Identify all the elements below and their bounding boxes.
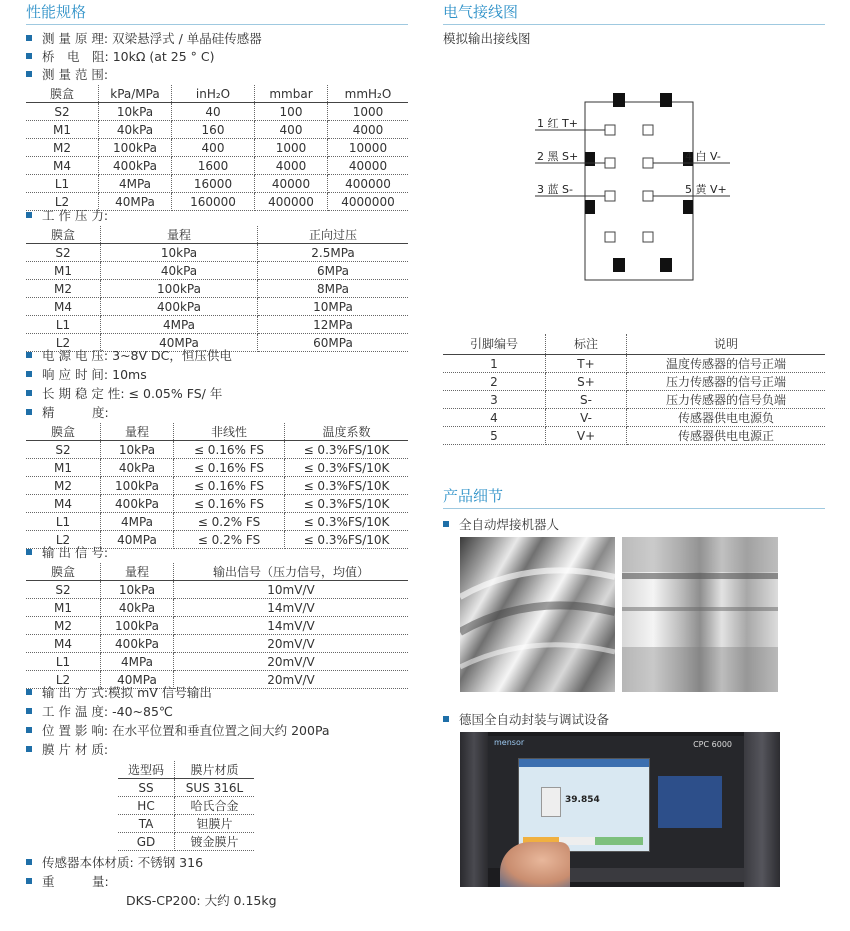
pin-label-4: 4 白 V- — [685, 150, 721, 163]
table-cell: L1 — [26, 653, 101, 671]
table-cell: S2 — [26, 103, 99, 121]
table-cell: L2 — [26, 334, 101, 352]
table-cell: ≤ 0.3%FS/10K — [285, 513, 409, 531]
table-cell: 100kPa — [101, 617, 174, 635]
pin-label-1: 1 红 T+ — [537, 117, 578, 130]
table-cell: M2 — [26, 477, 101, 495]
table-cell: 40kPa — [101, 599, 174, 617]
table-row — [26, 121, 408, 139]
pin-label-2: 2 黑 S+ — [537, 150, 579, 163]
bullet-icon — [26, 371, 32, 377]
bullet-icon — [26, 878, 32, 884]
table-row — [443, 427, 825, 445]
info-panel — [658, 776, 722, 828]
spec-weight-label: 重 量: — [26, 873, 109, 890]
spec-accuracy-label: 精 度: — [26, 404, 109, 421]
table-cell: 160 — [172, 121, 255, 139]
diaphragm-table: 选型码 膜片材质 SS SUS 316L HC 哈氏合金 TA 钽膜片 GD 镀金膜片 — [118, 761, 254, 851]
spec-weight-value: DKS-CP200: 大约 0.15kg — [126, 893, 277, 908]
table-cell: 2 — [443, 373, 546, 391]
table-cell: 400000 — [255, 193, 328, 211]
spec-range-label: 测 量 范 围: — [26, 66, 108, 83]
table-cell: 4000 — [255, 157, 328, 175]
range-table: 膜盒 kPa/MPa inH₂O mmbar mmH₂O S2 10kPa 40 100 1000 M1 40kPa 160 400 4000 M2 100kPa 400 1000 10000 M4 400kPa 1600 4000 40000 L1 4MPa 16000 40000 400000 L2 40MPa 160000 400000 4000000 — [26, 85, 408, 211]
output-table: 膜盒 量程 输出信号（压力信号，均值） S2 10kPa 10mV/V M1 40kPa 14mV/V M2 100kPa 14mV/V M4 400kPa 20mV/V L1 4MPa 20mV/V L2 40MPa 20mV/V — [26, 563, 408, 689]
table-cell: 40kPa — [101, 262, 258, 280]
table-cell: 10kPa — [101, 441, 174, 459]
table-cell: GD — [118, 833, 175, 851]
table-cell: 10mV/V — [174, 581, 409, 599]
table-cell: M2 — [26, 139, 99, 157]
table-cell: M1 — [26, 121, 99, 139]
spec-response: 响 应 时 间: 10ms — [26, 366, 147, 383]
table-row — [26, 316, 408, 334]
table-cell: 100kPa — [101, 477, 174, 495]
table-row — [26, 653, 408, 671]
accuracy-table: 膜盒 量程 非线性 温度系数 S2 10kPa ≤ 0.16% FS ≤ 0.3%FS/10K M1 40kPa ≤ 0.16% FS ≤ 0.3%FS/10K M2 100kPa ≤ 0.16% FS ≤ 0.3%FS/10K M4 400kPa ≤ 0.16% FS ≤ 0.3%FS/10K L1 4MPa ≤ 0.2% FS ≤ 0.3%FS/10K L2 40MPa ≤ 0.2% FS ≤ 0.3%FS/10K — [26, 423, 408, 549]
table-cell: 400000 — [328, 175, 409, 193]
table-row — [118, 815, 254, 833]
table-cell: 4MPa — [101, 316, 258, 334]
table-cell: ≤ 0.2% FS — [174, 531, 285, 549]
table-cell: 1000 — [255, 139, 328, 157]
table-row — [26, 513, 408, 531]
table-cell: 4 — [443, 409, 546, 427]
table-cell: M4 — [26, 298, 101, 316]
bullet-icon — [26, 689, 32, 695]
table-cell: 14mV/V — [174, 599, 409, 617]
table-cell: HC — [118, 797, 175, 815]
table-row — [443, 355, 825, 373]
table-row — [118, 779, 254, 797]
table-row — [26, 441, 408, 459]
table-cell: V- — [546, 409, 627, 427]
wiring-diagram — [440, 60, 740, 350]
pin-label-3: 3 蓝 S- — [537, 183, 573, 196]
table-cell: SS — [118, 779, 175, 797]
table-cell: 40kPa — [99, 121, 172, 139]
bullet-icon — [443, 716, 449, 722]
table-cell: S2 — [26, 441, 101, 459]
welding-photo-1 — [460, 537, 615, 692]
table-cell: ≤ 0.3%FS/10K — [285, 459, 409, 477]
table-cell: 5 — [443, 427, 546, 445]
table-cell: ≤ 0.3%FS/10K — [285, 495, 409, 513]
table-cell: 镀金膜片 — [175, 833, 255, 851]
table-cell: 哈氏合金 — [175, 797, 255, 815]
spec-body: 传感器本体材质: 不锈钢 316 — [26, 854, 203, 871]
metal-highlight-graphic — [622, 537, 778, 692]
table-cell: TA — [118, 815, 175, 833]
table-row — [443, 409, 825, 427]
spec-work-pressure-label: 工 作 压 力: — [26, 207, 108, 224]
bullet-icon — [26, 727, 32, 733]
table-cell: ≤ 0.3%FS/10K — [285, 441, 409, 459]
table-cell: 4MPa — [101, 653, 174, 671]
table-cell: 20mV/V — [174, 671, 409, 689]
table-row — [26, 459, 408, 477]
table-cell: 40MPa — [101, 334, 258, 352]
table-cell: 160000 — [172, 193, 255, 211]
table-cell: L2 — [26, 671, 101, 689]
table-cell: 10kPa — [99, 103, 172, 121]
bullet-icon — [26, 35, 32, 41]
table-row — [26, 495, 408, 513]
bullet-icon — [26, 549, 32, 555]
table-cell: 400 — [255, 121, 328, 139]
table-cell: 100kPa — [99, 139, 172, 157]
table-row — [26, 262, 408, 280]
metal-highlight-graphic — [460, 537, 615, 692]
table-cell: 20mV/V — [174, 653, 409, 671]
table-cell: L1 — [26, 175, 99, 193]
table-cell: L2 — [26, 193, 99, 211]
bullet-icon — [26, 746, 32, 752]
spec-output-mode: 输 出 方 式:模拟 mV 信号输出 — [26, 684, 212, 701]
bullet-icon — [26, 212, 32, 218]
table-cell: 10kPa — [101, 244, 258, 262]
table-cell: M1 — [26, 459, 101, 477]
table-cell: L1 — [26, 316, 101, 334]
bullet-icon — [26, 708, 32, 714]
table-cell: M1 — [26, 599, 101, 617]
table-cell: 14mV/V — [174, 617, 409, 635]
table-cell: S2 — [26, 581, 101, 599]
device-model: CPC 6000 — [693, 740, 732, 749]
table-cell: 压力传感器的信号负端 — [627, 391, 826, 409]
table-cell: L1 — [26, 513, 101, 531]
section-rule — [443, 508, 825, 509]
table-cell: 1000 — [328, 103, 409, 121]
connector-drawing — [440, 60, 740, 350]
table-row — [26, 157, 408, 175]
table-row — [118, 797, 254, 815]
table-cell: 12MPa — [258, 316, 409, 334]
table-cell: 10kPa — [101, 581, 174, 599]
table-cell: 400kPa — [101, 298, 258, 316]
table-cell: ≤ 0.16% FS — [174, 459, 285, 477]
spec-bridge: 桥 电 阻: 10kΩ (at 25 ° C) — [26, 48, 215, 65]
table-cell: ≤ 0.3%FS/10K — [285, 477, 409, 495]
spec-principle: 测 量 原 理: 双梁悬浮式 / 单晶硅传感器 — [26, 30, 262, 47]
spec-power: 电 源 电 压: 3~8V DC，恒压供电 — [26, 347, 232, 364]
table-cell: 40kPa — [101, 459, 174, 477]
device-screen — [518, 758, 650, 852]
table-cell: 400 — [172, 139, 255, 157]
table-row — [26, 139, 408, 157]
table-cell: 40000 — [328, 157, 409, 175]
spec-output-label: 输 出 信 号: — [26, 544, 108, 561]
table-cell: 16000 — [172, 175, 255, 193]
hand-graphic — [500, 842, 570, 887]
section-title-specs: 性能规格 — [26, 3, 87, 21]
table-cell: 60MPa — [258, 334, 409, 352]
bullet-icon — [26, 53, 32, 59]
table-cell: ≤ 0.3%FS/10K — [285, 531, 409, 549]
table-row — [118, 833, 254, 851]
table-cell: ≤ 0.16% FS — [174, 477, 285, 495]
table-cell: SUS 316L — [175, 779, 255, 797]
table-cell: 40MPa — [101, 531, 174, 549]
bullet-icon — [26, 71, 32, 77]
table-cell: 8MPa — [258, 280, 409, 298]
table-cell: 3 — [443, 391, 546, 409]
table-cell: M4 — [26, 495, 101, 513]
table-cell: ≤ 0.2% FS — [174, 513, 285, 531]
section-rule — [26, 24, 408, 25]
screen-gauge — [541, 787, 561, 817]
table-row — [26, 617, 408, 635]
bullet-icon — [26, 409, 32, 415]
table-cell: 钽膜片 — [175, 815, 255, 833]
table-cell: S2 — [26, 244, 101, 262]
table-cell: 400kPa — [99, 157, 172, 175]
work-pressure-table: 膜盒 量程 正向过压 S2 10kPa 2.5MPa M1 40kPa 6MPa M2 100kPa 8MPa M4 400kPa 10MPa L1 4MPa 12MPa L2 40MPa 60MPa — [26, 226, 408, 352]
table-cell: 40 — [172, 103, 255, 121]
pin-label-5: 5 黄 V+ — [685, 183, 727, 196]
table-cell: L2 — [26, 531, 101, 549]
table-cell: M4 — [26, 157, 99, 175]
table-cell: 温度传感器的信号正端 — [627, 355, 826, 373]
table-cell: 40MPa — [99, 193, 172, 211]
pin-table: 引脚编号 标注 说明 1 T+ 温度传感器的信号正端 2 S+ 压力传感器的信号正端 3 S- 压力传感器的信号负端 4 V- 传感器供电电源负 5 V+ 传感器供电电源正 — [443, 334, 825, 445]
spec-diaphragm-label: 膜 片 材 质: — [26, 741, 108, 758]
table-cell: M1 — [26, 262, 101, 280]
table-row — [26, 280, 408, 298]
detail-2-caption: 德国全自动封装与调试设备 — [443, 711, 609, 728]
table-cell: T+ — [546, 355, 627, 373]
table-cell: 4000000 — [328, 193, 409, 211]
table-cell: S- — [546, 391, 627, 409]
table-cell: 1 — [443, 355, 546, 373]
table-cell: 2.5MPa — [258, 244, 409, 262]
table-row — [26, 244, 408, 262]
table-cell: 压力传感器的信号正端 — [627, 373, 826, 391]
table-cell: 100 — [255, 103, 328, 121]
table-row — [26, 103, 408, 121]
detail-1-caption: 全自动焊接机器人 — [443, 516, 559, 533]
bullet-icon — [26, 352, 32, 358]
bullet-icon — [26, 859, 32, 865]
section-title-details: 产品细节 — [443, 487, 504, 505]
wiring-subtitle: 模拟输出接线图 — [443, 31, 531, 46]
table-row — [26, 635, 408, 653]
section-title-wiring: 电气接线图 — [443, 3, 519, 21]
table-cell: 4MPa — [99, 175, 172, 193]
table-row — [26, 298, 408, 316]
table-cell: 传感器供电电源负 — [627, 409, 826, 427]
table-cell: 4MPa — [101, 513, 174, 531]
table-cell: 10MPa — [258, 298, 409, 316]
screen-header — [519, 759, 649, 767]
table-cell: M2 — [26, 280, 101, 298]
welding-photo-2 — [622, 537, 778, 692]
table-cell: 400kPa — [101, 635, 174, 653]
table-cell: V+ — [546, 427, 627, 445]
table-row — [443, 391, 825, 409]
bullet-icon — [443, 521, 449, 527]
spec-position: 位 置 影 响: 在水平位置和垂直位置之间大约 200Pa — [26, 722, 330, 739]
table-cell: 40MPa — [101, 671, 174, 689]
table-cell: 4000 — [328, 121, 409, 139]
bullet-icon — [26, 390, 32, 396]
table-cell: M4 — [26, 635, 101, 653]
table-row — [26, 175, 408, 193]
device-bottom-strip — [570, 868, 744, 882]
table-cell: 传感器供电电源正 — [627, 427, 826, 445]
table-cell: 10000 — [328, 139, 409, 157]
table-cell: 40000 — [255, 175, 328, 193]
screen-reading: 39.854 — [565, 795, 600, 805]
table-row — [26, 581, 408, 599]
table-cell: 1600 — [172, 157, 255, 175]
table-row — [443, 373, 825, 391]
table-cell: M2 — [26, 617, 101, 635]
section-rule — [443, 24, 825, 25]
table-cell: ≤ 0.16% FS — [174, 441, 285, 459]
rack-right — [744, 732, 780, 887]
table-cell: 100kPa — [101, 280, 258, 298]
spec-stability: 长 期 稳 定 性: ≤ 0.05% FS/ 年 — [26, 385, 222, 402]
rack-left — [460, 732, 488, 887]
table-cell: ≤ 0.16% FS — [174, 495, 285, 513]
table-row — [26, 599, 408, 617]
table-cell: 6MPa — [258, 262, 409, 280]
table-row — [26, 477, 408, 495]
device-brand: mensor — [494, 738, 525, 747]
calibration-equipment-photo — [460, 732, 780, 887]
table-cell: 20mV/V — [174, 635, 409, 653]
spec-temp: 工 作 温 度: -40~85℃ — [26, 703, 173, 720]
table-cell: S+ — [546, 373, 627, 391]
table-cell: 400kPa — [101, 495, 174, 513]
